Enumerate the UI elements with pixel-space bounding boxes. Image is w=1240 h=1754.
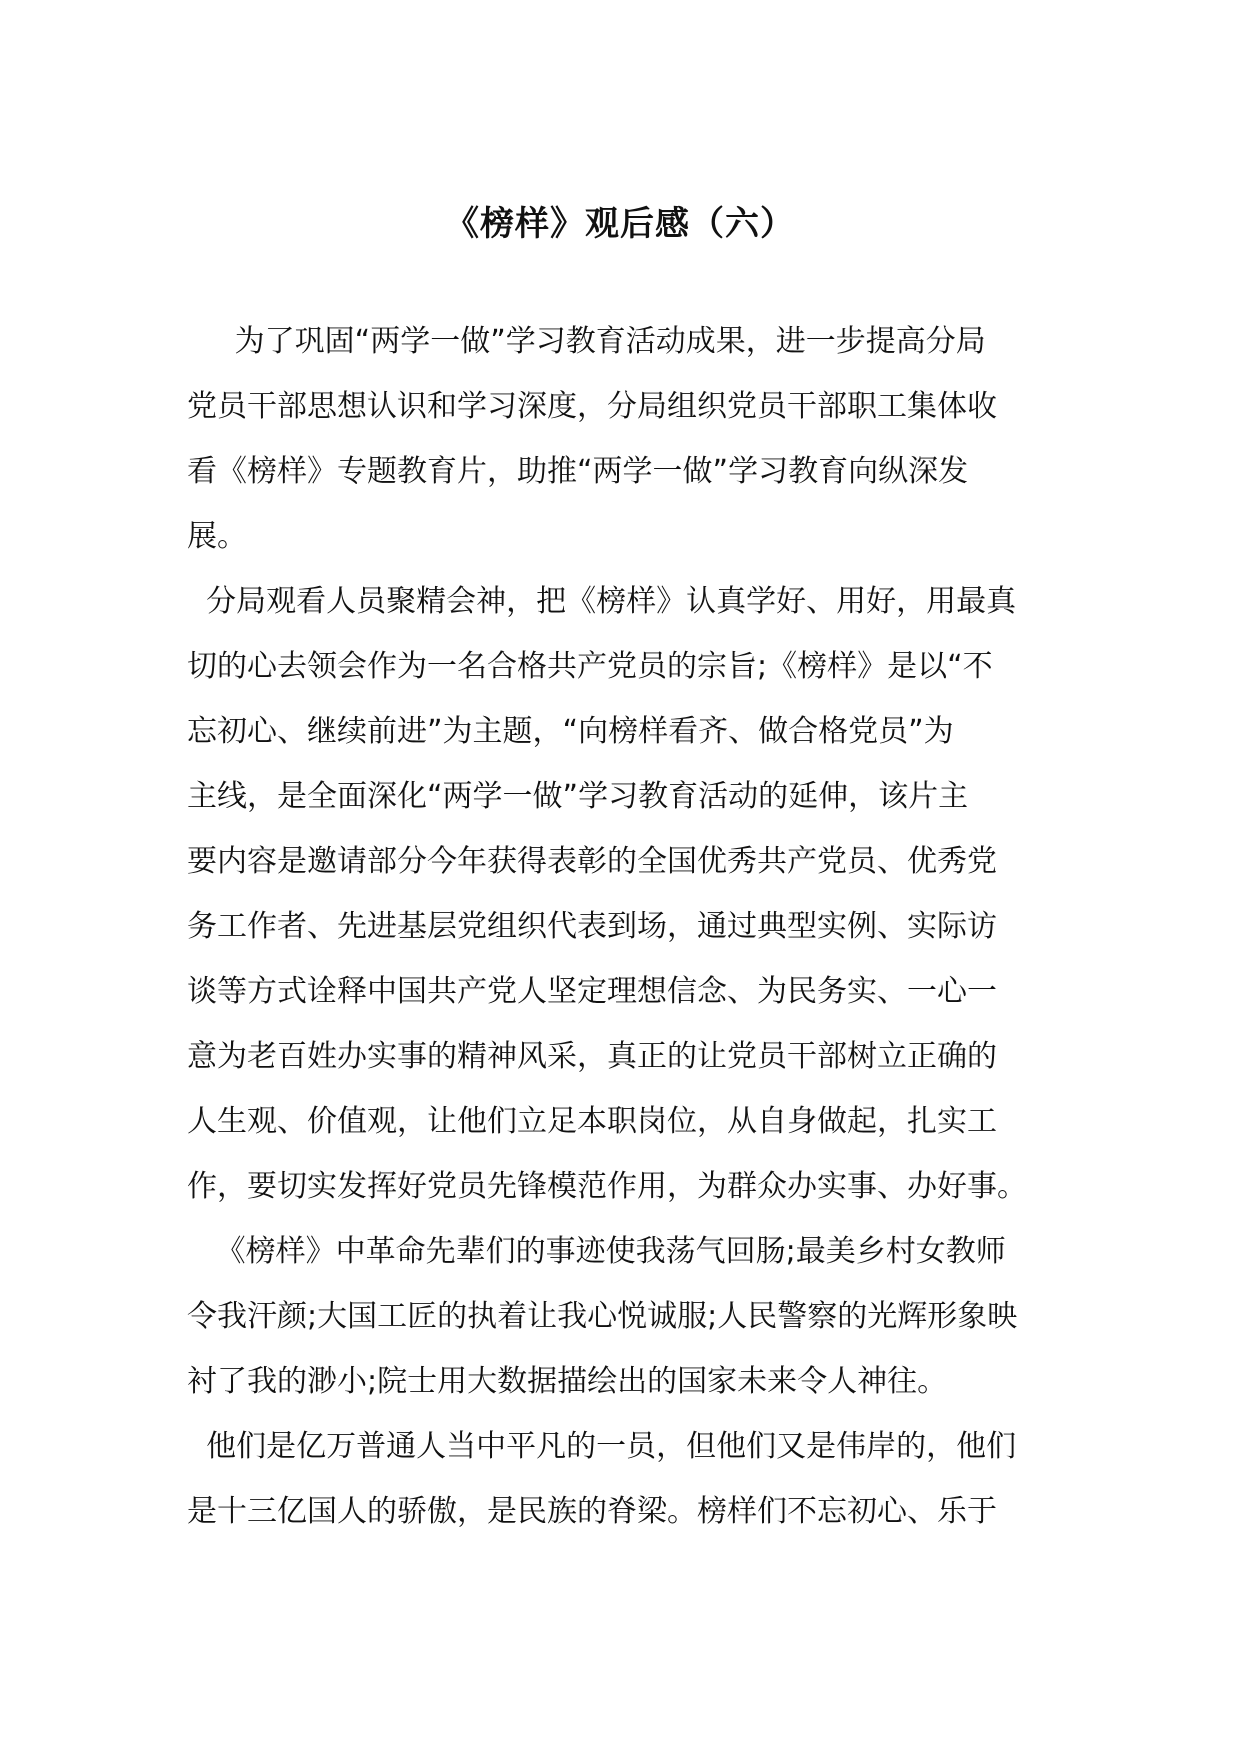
text-line: 展。 (187, 519, 247, 554)
text-line: 主线，是全面深化“两学一做”学习教育活动的延伸，该片主 (187, 779, 969, 814)
text-line: 谈等方式诠释中国共产党人坚定理想信念、为民务实、一心一 (187, 974, 997, 1009)
text-line: 人生观、价值观，让他们立足本职岗位，从自身做起，扎实工 (187, 1104, 997, 1139)
text-line: 务工作者、先进基层党组织代表到场，通过典型实例、实际访 (187, 909, 997, 944)
text-line: 党员干部思想认识和学习深度，分局组织党员干部职工集体收 (187, 389, 997, 424)
text-line: 要内容是邀请部分今年获得表彰的全国优秀共产党员、优秀党 (187, 844, 997, 879)
text-line: 衬了我的渺小;院士用大数据描绘出的国家未来令人神往。 (187, 1364, 948, 1399)
document-title: 《榜样》观后感（六） (445, 204, 795, 244)
text-line: 为了巩固“两学一做”学习教育活动成果，进一步提高分局 (187, 324, 986, 359)
text-line: 看《榜样》专题教育片，助推“两学一做”学习教育向纵深发 (187, 454, 969, 489)
text-line: 《榜样》中革命先辈们的事迹使我荡气回肠;最美乡村女教师 (187, 1234, 1006, 1269)
text-line: 他们是亿万普通人当中平凡的一员，但他们又是伟岸的，他们 (187, 1429, 1017, 1464)
document-body (187, 317, 1057, 1552)
text-line: 切的心去领会作为一名合格共产党员的宗旨;《榜样》是以“不 (187, 649, 993, 684)
text-line: 分局观看人员聚精会神，把《榜样》认真学好、用好，用最真 (187, 584, 1017, 619)
text-line: 忘初心、继续前进”为主题，“向榜样看齐、做合格党员”为 (187, 714, 954, 749)
text-line: 令我汗颜;大国工匠的执着让我心悦诚服;人民警察的光辉形象映 (187, 1299, 1018, 1334)
text-line: 是十三亿国人的骄傲，是民族的脊梁。榜样们不忘初心、乐于 (187, 1494, 997, 1529)
text-line: 意为老百姓办实事的精神风采，真正的让党员干部树立正确的 (187, 1039, 997, 1074)
text-line: 作，要切实发挥好党员先锋模范作用，为群众办实事、办好事。 (187, 1169, 1027, 1204)
